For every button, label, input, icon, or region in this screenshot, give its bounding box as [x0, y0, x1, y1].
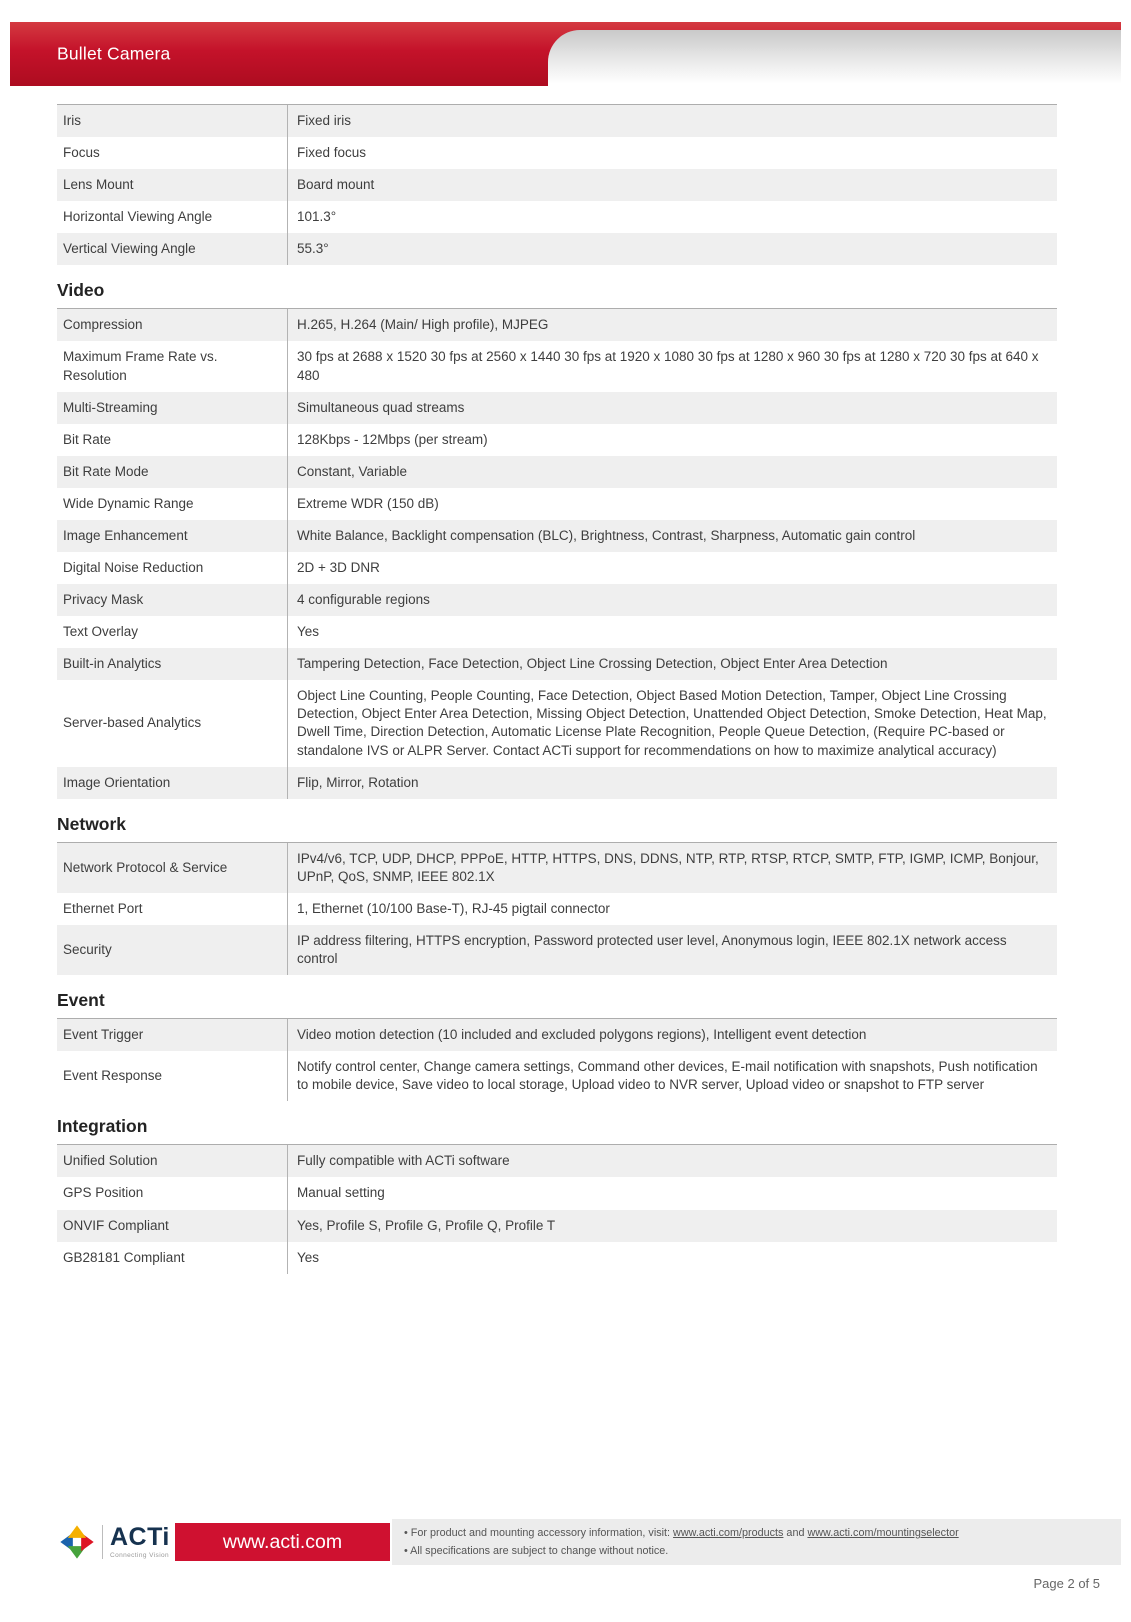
acti-logo — [57, 1522, 175, 1562]
section-title: Integration — [57, 1116, 148, 1137]
spec-row — [57, 309, 1057, 341]
spec-label: Vertical Viewing Angle — [57, 233, 288, 265]
spec-row — [57, 552, 1057, 584]
spec-value: Fixed focus — [297, 145, 367, 161]
spec-value: IPv4/v6, TCP, UDP, DHCP, PPPoE, HTTP, HTTPS, DNS, DDNS, NTP, RTP, RTSP, RTCP, SMTP, FTP, IGMP, ICMP, Bonjour, UPnP, QoS, SNMP, IEEE 802.1X — [297, 850, 1039, 884]
spec-table — [57, 308, 1057, 798]
datasheet-page — [0, 22, 1131, 1591]
spec-table — [57, 1018, 1057, 1101]
spec-value: 30 fps at 2688 x 1520 30 fps at 2560 x 1440 30 fps at 1920 x 1080 30 fps at 1280 x 960 30 fps at 1280 x 720 30 fps at 640 x 480 — [297, 349, 1039, 383]
spec-value: Extreme WDR (150 dB) — [297, 495, 439, 511]
spec-value: Yes — [297, 624, 320, 640]
spec-row — [57, 648, 1057, 680]
spec-value: 4 configurable regions — [297, 592, 430, 608]
spec-value: Notify control center, Change camera settings, Command other devices, E-mail notification with snapshots, Push notification to mobile device, Save video to local storage, Upload video to NVR server, Upload video or snapshot to FTP server — [297, 1059, 1038, 1093]
spec-label: Event Trigger — [57, 1019, 288, 1051]
spec-value: Constant, Variable — [297, 463, 408, 479]
spec-label: GB28181 Compliant — [57, 1242, 288, 1274]
spec-value: Flip, Mirror, Rotation — [297, 774, 419, 790]
logo-text-block — [110, 1525, 170, 1559]
spec-table — [57, 1144, 1057, 1273]
page-number: Page 2 of 5 — [1033, 1576, 1100, 1591]
spec-value: 128Kbps - 12Mbps (per stream) — [297, 431, 488, 447]
spec-label: Network Protocol & Service — [57, 843, 288, 893]
spec-label: Security — [57, 925, 288, 975]
spec-value: Fixed iris — [297, 113, 352, 128]
spec-label: Ethernet Port — [57, 893, 288, 925]
spec-row — [57, 520, 1057, 552]
spec-row — [57, 584, 1057, 616]
spec-label: Bit Rate — [57, 424, 288, 456]
spec-row — [57, 1210, 1057, 1242]
products-link[interactable]: www.acti.com/products — [673, 1527, 784, 1539]
note1-text: • For product and mounting accessory information, visit: — [404, 1527, 674, 1539]
spec-value: 1, Ethernet (10/100 Base-T), RJ-45 pigtail connector — [297, 900, 610, 916]
spec-label: ONVIF Compliant — [57, 1210, 288, 1242]
spec-row — [57, 456, 1057, 488]
spec-label: Image Enhancement — [57, 520, 288, 552]
spec-label: Lens Mount — [57, 169, 288, 201]
spec-label: Text Overlay — [57, 616, 288, 648]
spec-value: Object Line Counting, People Counting, Face Detection, Object Based Motion Detection, Tamper, Object Line Crossing Detection, Object Enter Area Detection, Missing Object Detection, Unattended Object Detection, Smoke Detection, Heat Map, Dwell Time, Direction Detection, Automatic License Plate Recognition, People Queue Detection, (Require PC-based or standalone IVS or ALPR Server. Contact ACTi support for recommendations on how to maximize analytical accuracy) — [297, 688, 1047, 758]
spec-table — [57, 842, 1057, 975]
spec-row — [57, 1242, 1057, 1274]
spec-row — [57, 893, 1057, 925]
spec-label: Multi-Streaming — [57, 392, 288, 424]
spec-value: 101.3° — [297, 209, 337, 225]
spec-row — [57, 341, 1057, 391]
spec-row — [57, 233, 1057, 265]
spec-row — [57, 1019, 1057, 1051]
spec-row — [57, 1145, 1057, 1177]
spec-value: IP address filtering, HTTPS encryption, Password protected user level, Anonymous login, IEEE 802.1X network access control — [297, 932, 1007, 967]
spec-label: Built-in Analytics — [57, 648, 288, 680]
spec-value: Simultaneous quad streams — [297, 399, 465, 415]
section-title: Network — [57, 813, 127, 834]
note2-text: • All specifications are subject to change without notice. — [404, 1545, 669, 1558]
spec-row — [57, 169, 1057, 201]
website-url[interactable]: www.acti.com — [222, 1530, 343, 1553]
spec-label: Compression — [57, 309, 288, 341]
spec-label: GPS Position — [57, 1177, 288, 1209]
spec-row — [57, 424, 1057, 456]
spec-label: Image Orientation — [57, 767, 288, 799]
mountingselector-link[interactable]: www.acti.com/mountingselector — [807, 1527, 959, 1539]
note1-and: and — [783, 1527, 808, 1539]
acti-logo-text: ACTi — [110, 1523, 170, 1552]
spec-row — [57, 680, 1057, 766]
page-footer — [57, 1519, 1121, 1565]
spec-value: Manual setting — [297, 1185, 385, 1201]
acti-logo-tagline: Connecting Vision — [110, 1552, 170, 1560]
footer-notes — [392, 1519, 1121, 1565]
spec-row — [57, 616, 1057, 648]
page-title: Bullet Camera — [57, 43, 171, 64]
spec-value: Yes — [297, 1249, 320, 1265]
footer-note-1 — [404, 1526, 1109, 1540]
spec-value: Video motion detection (10 included and excluded polygons regions), Intelligent event detection — [297, 1027, 867, 1043]
spec-label: Privacy Mask — [57, 584, 288, 616]
spec-label: Horizontal Viewing Angle — [57, 201, 288, 233]
footer-note-2 — [404, 1544, 1109, 1558]
spec-label: Iris — [57, 105, 288, 137]
spec-value: White Balance, Backlight compensation (BLC), Brightness, Contrast, Sharpness, Automatic gain control — [297, 527, 916, 543]
section-title: Event — [57, 990, 105, 1011]
spec-value: 2D + 3D DNR — [297, 560, 380, 576]
spec-value: Board mount — [297, 177, 375, 193]
spec-row — [57, 392, 1057, 424]
spec-row — [57, 767, 1057, 799]
spec-sections — [57, 104, 1057, 1274]
page-header — [10, 22, 1121, 86]
spec-label: Maximum Frame Rate vs. Resolution — [57, 341, 288, 391]
spec-label: Digital Noise Reduction — [57, 552, 288, 584]
spec-value: Tampering Detection, Face Detection, Object Line Crossing Detection, Object Enter Area Detection — [297, 656, 888, 672]
spec-row — [57, 137, 1057, 169]
spec-row — [57, 488, 1057, 520]
acti-pinwheel-icon — [57, 1522, 97, 1562]
spec-row — [57, 201, 1057, 233]
logo-divider — [102, 1525, 103, 1559]
spec-label: Wide Dynamic Range — [57, 488, 288, 520]
spec-value: Yes, Profile S, Profile G, Profile Q, Profile T — [297, 1217, 556, 1233]
section-title: Video — [57, 280, 105, 301]
spec-label: Bit Rate Mode — [57, 456, 288, 488]
spec-value: Fully compatible with ACTi software — [297, 1153, 510, 1169]
spec-row — [57, 1177, 1057, 1209]
spec-row — [57, 105, 1057, 137]
spec-row — [57, 1051, 1057, 1101]
spec-value: H.265, H.264 (Main/ High profile), MJPEG — [297, 317, 549, 333]
spec-value: 55.3° — [297, 241, 329, 257]
spec-label: Server-based Analytics — [57, 680, 288, 766]
spec-row — [57, 843, 1057, 893]
spec-label: Unified Solution — [57, 1145, 288, 1177]
spec-label: Event Response — [57, 1051, 288, 1101]
website-banner[interactable] — [175, 1523, 390, 1561]
spec-row — [57, 925, 1057, 975]
spec-label: Focus — [57, 137, 288, 169]
spec-table — [57, 104, 1057, 265]
